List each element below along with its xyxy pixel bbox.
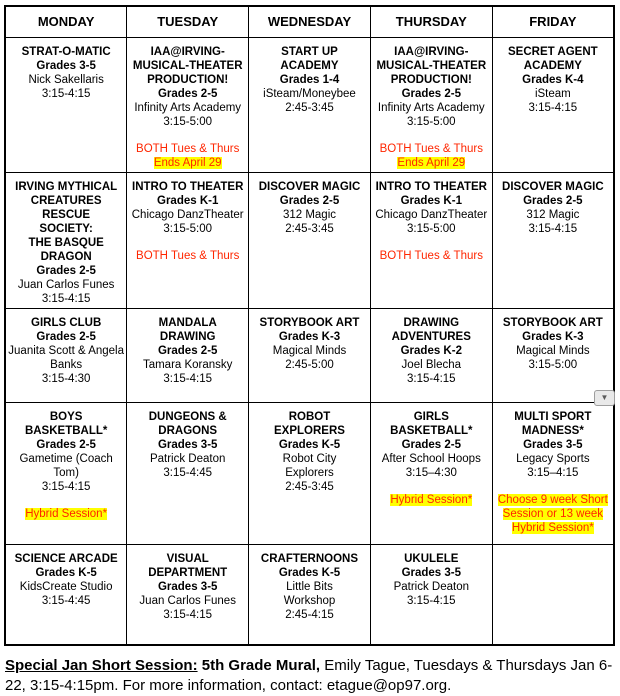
activity-provider: iSteam <box>534 87 571 100</box>
note-line <box>373 156 490 170</box>
activity-cell <box>249 172 371 308</box>
activity-title: SECRET AGENT ACADEMY <box>508 45 598 72</box>
activity-time: 3:15-4:15 <box>41 292 91 305</box>
activity-cell <box>5 37 127 172</box>
activity-cell <box>5 544 127 645</box>
activity-provider: Tamara Koransky <box>142 358 233 371</box>
activity-grades: Grades K-1 <box>400 194 462 207</box>
column-header-tuesday: TUESDAY <box>127 6 249 37</box>
footer-activity-name: 5th Grade Mural, <box>197 657 321 674</box>
activity-grades: Grades 2-5 <box>401 87 462 100</box>
activity-cell <box>370 308 492 402</box>
schedule-table <box>4 5 615 646</box>
activity-time: 3:15-5:00 <box>163 222 212 235</box>
activity-title: IAA@IRVING- MUSICAL-THEATER PRODUCTION! <box>132 45 243 86</box>
activity-cell <box>5 402 127 544</box>
activity-grades: Grades 3-5 <box>36 59 96 72</box>
activity-grades: Grades 2-5 <box>279 194 340 207</box>
activity-grades: Grades 3-5 <box>523 438 583 451</box>
activity-cell <box>370 172 492 308</box>
note-line <box>373 249 490 263</box>
activity-time: 3:15-4:15 <box>528 101 578 114</box>
activity-provider: iSteam/Moneybee <box>263 87 356 100</box>
activity-time: 2:45-3:45 <box>285 222 334 235</box>
activity-title: STORYBOOK ART <box>259 316 360 329</box>
activity-grades: Grades 2-5 <box>36 438 96 451</box>
activity-notes <box>373 249 490 263</box>
activity-provider: After School Hoops <box>381 452 481 465</box>
activity-time: 3:15-4:30 <box>41 372 91 385</box>
schedule-page <box>0 5 620 694</box>
activity-title: CRAFTERNOONS <box>260 552 359 565</box>
schedule-row <box>5 544 614 645</box>
activity-time: 3:15–4:15 <box>527 466 579 479</box>
activity-grades: Grades 2-5 <box>157 87 218 100</box>
activity-grades: Grades 2-5 <box>36 330 96 343</box>
dropdown-arrow-button[interactable] <box>594 390 615 406</box>
activity-provider: Infinity Arts Academy <box>134 101 242 114</box>
activity-cell <box>492 172 614 308</box>
activity-title: DUNGEONS & DRAGONS <box>148 410 227 437</box>
activity-notes <box>373 142 490 170</box>
note-line <box>129 249 246 263</box>
activity-provider: Juan Carlos Funes <box>139 594 236 607</box>
activity-provider: Magical Minds <box>272 344 347 357</box>
activity-time: 3:15-5:00 <box>163 115 212 128</box>
activity-title: DISCOVER MAGIC <box>258 180 361 193</box>
activity-title: BOYS BASKETBALL* <box>24 410 108 437</box>
schedule-body <box>5 37 614 645</box>
activity-provider: Patrick Deaton <box>393 580 469 593</box>
activity-notes <box>373 493 490 507</box>
activity-title: MANDALA DRAWING <box>158 316 217 343</box>
activity-notes <box>8 507 124 521</box>
activity-time: 3:15-5:00 <box>406 115 456 128</box>
schedule-header <box>5 6 614 37</box>
note-text: BOTH Tues & Thurs <box>379 249 483 262</box>
activity-grades: Grades K-3 <box>278 330 341 343</box>
activity-provider: Juan Carlos Funes <box>17 278 115 291</box>
highlighted-note-text: Ends April 29 <box>153 156 222 169</box>
schedule-row <box>5 172 614 308</box>
activity-grades: Grades K-5 <box>278 566 341 579</box>
column-header-thursday: THURSDAY <box>370 6 492 37</box>
activity-title: STORYBOOK ART <box>502 316 603 329</box>
activity-provider: 312 Magic <box>526 208 580 221</box>
activity-cell <box>249 308 371 402</box>
activity-time: 3:15-4:15 <box>163 372 212 385</box>
activity-time: 3:15-4:15 <box>406 372 456 385</box>
activity-grades: Grades K-3 <box>522 330 584 343</box>
column-header-wednesday: WEDNESDAY <box>249 6 371 37</box>
activity-cell <box>370 37 492 172</box>
activity-notes <box>129 249 246 263</box>
activity-notes <box>129 142 246 170</box>
activity-grades: Grades K-5 <box>278 438 341 451</box>
activity-time: 3:15-4:45 <box>41 594 91 607</box>
activity-grades: Grades 2-5 <box>401 438 462 451</box>
activity-time: 3:15-4:15 <box>406 594 456 607</box>
activity-grades: Grades K-5 <box>35 566 97 579</box>
activity-provider: Chicago DanzTheater <box>375 208 488 221</box>
activity-cell <box>249 37 371 172</box>
note-line <box>495 493 611 535</box>
activity-title: GIRLS BASKETBALL* <box>390 410 473 437</box>
highlighted-note-text: Hybrid Session* <box>390 493 473 506</box>
activity-time: 3:15-4:15 <box>528 222 578 235</box>
activity-time: 3:15-4:15 <box>41 480 91 493</box>
activity-title: START UP ACADEMY <box>280 45 339 72</box>
activity-cell <box>249 544 371 645</box>
schedule-row <box>5 308 614 402</box>
note-text: BOTH Tues & Thurs <box>136 249 240 262</box>
activity-title: SCIENCE ARCADE <box>14 552 118 565</box>
activity-provider: Magical Minds <box>516 344 590 357</box>
schedule-row <box>5 402 614 544</box>
activity-provider: Gametime (Coach Tom) <box>19 452 113 479</box>
activity-title: IRVING MYTHICAL CREATURES RESCUE SOCIETY: THE BASQUE DRAGON <box>15 180 118 263</box>
footer-note <box>5 656 615 696</box>
activity-cell <box>370 544 492 645</box>
activity-grades: Grades 3-5 <box>157 438 218 451</box>
activity-grades: Grades K-1 <box>157 194 219 207</box>
activity-grades: Grades K-2 <box>400 344 462 357</box>
note-line <box>129 142 246 156</box>
activity-title: UKULELE <box>404 552 459 565</box>
activity-time: 3:15-4:15 <box>41 87 91 100</box>
activity-time: 3:15-4:45 <box>163 466 212 479</box>
activity-cell <box>249 402 371 544</box>
activity-time: 2:45-3:45 <box>285 101 334 114</box>
note-line <box>373 142 490 156</box>
header-row <box>5 6 614 37</box>
activity-time: 2:45-4:15 <box>285 608 334 621</box>
activity-notes <box>495 493 611 535</box>
activity-provider: Legacy Sports <box>516 452 590 465</box>
activity-time: 2:45-3:45 <box>285 480 334 493</box>
activity-provider: Patrick Deaton <box>149 452 226 465</box>
activity-cell <box>5 308 127 402</box>
activity-cell <box>5 172 127 308</box>
activity-cell <box>492 308 614 402</box>
activity-cell <box>127 172 249 308</box>
activity-cell <box>127 402 249 544</box>
activity-time: 3:15-5:00 <box>528 358 578 371</box>
activity-cell <box>127 544 249 645</box>
activity-title: INTRO TO THEATER <box>132 180 244 193</box>
chevron-down-icon: ▼ <box>600 393 609 402</box>
activity-time: 3:15-5:00 <box>406 222 456 235</box>
note-text: BOTH Tues & Thurs <box>379 142 483 155</box>
activity-cell <box>127 308 249 402</box>
highlighted-note-text: Ends April 29 <box>397 156 466 169</box>
activity-provider: Robot City Explorers <box>282 452 337 479</box>
activity-cell <box>492 37 614 172</box>
note-text: BOTH Tues & Thurs <box>136 142 240 155</box>
note-line <box>8 507 124 521</box>
schedule-row <box>5 37 614 172</box>
activity-provider: Juanita Scott & Angela Banks <box>8 344 124 371</box>
activity-provider: Joel Blecha <box>401 358 462 371</box>
activity-title: DRAWING ADVENTURES <box>391 316 471 343</box>
activity-time: 2:45-5:00 <box>285 358 334 371</box>
activity-cell <box>370 402 492 544</box>
activity-provider: 312 Magic <box>282 208 337 221</box>
activity-provider: Little Bits Workshop <box>283 580 336 607</box>
note-line <box>129 156 246 170</box>
activity-title: IAA@IRVING- MUSICAL-THEATER PRODUCTION! <box>376 45 487 86</box>
highlighted-note-text: Choose 9 week Short Session or 13 week Hybrid Session* <box>497 493 608 534</box>
activity-cell <box>127 37 249 172</box>
column-header-friday: FRIDAY <box>492 6 614 37</box>
activity-provider: KidsCreate Studio <box>19 580 113 593</box>
footer-session-title: Special Jan Short Session: <box>5 657 198 674</box>
activity-provider: Infinity Arts Academy <box>377 101 485 114</box>
activity-grades: Grades 1-4 <box>279 73 340 86</box>
activity-grades: Grades 3-5 <box>157 580 218 593</box>
activity-provider: Nick Sakellaris <box>28 73 104 86</box>
activity-provider: Chicago DanzTheater <box>131 208 244 221</box>
activity-title: INTRO TO THEATER <box>375 180 487 193</box>
activity-grades: Grades 2-5 <box>523 194 583 207</box>
activity-grades: Grades 3-5 <box>401 566 462 579</box>
activity-cell <box>492 402 614 544</box>
activity-grades: Grades 2-5 <box>36 264 96 277</box>
activity-title: STRAT-O-MATIC <box>21 45 111 58</box>
activity-title: MULTI SPORT MADNESS* <box>514 410 592 437</box>
activity-title: ROBOT EXPLORERS <box>274 410 345 437</box>
footer-details: Emily Tague, Tuesdays & Thursdays Jan 6-22, 3:15-4:15pm. For more information, contact: etague@op97.org. <box>5 657 613 694</box>
activity-grades: Grades K-4 <box>522 73 584 86</box>
note-line <box>373 493 490 507</box>
highlighted-note-text: Hybrid Session* <box>25 507 108 520</box>
empty-cell <box>492 544 614 645</box>
column-header-monday: MONDAY <box>5 6 127 37</box>
activity-title: VISUAL DEPARTMENT <box>148 552 228 579</box>
activity-time: 3:15–4:30 <box>405 466 457 479</box>
activity-time: 3:15-4:15 <box>163 608 212 621</box>
activity-grades: Grades 2-5 <box>157 344 218 357</box>
activity-title: GIRLS CLUB <box>31 316 102 329</box>
activity-title: DISCOVER MAGIC <box>502 180 604 193</box>
